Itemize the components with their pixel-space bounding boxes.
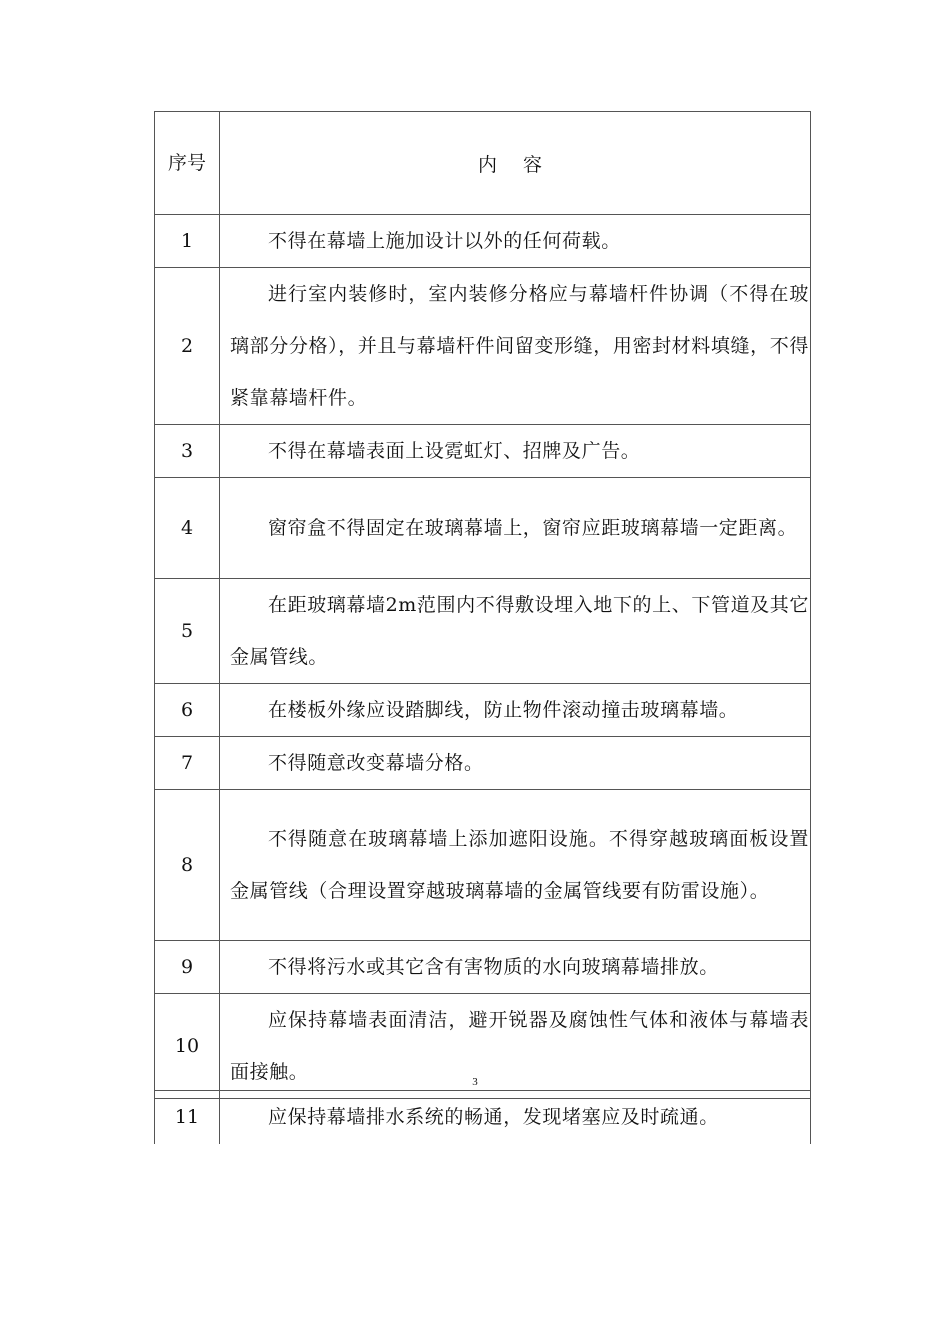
header-number-label: 序号 xyxy=(167,152,206,174)
row-number: 2 xyxy=(155,268,220,425)
header-content-cell xyxy=(220,112,811,215)
rules-table xyxy=(154,111,811,1099)
row-text: 应保持幕墙排水系统的畅通，发现堵塞应及时疏通。 xyxy=(268,1106,719,1129)
row-content xyxy=(220,1091,811,1144)
row-number: 10 xyxy=(155,994,220,1099)
row-content xyxy=(220,684,811,737)
row-content xyxy=(220,737,811,790)
row-text: 不得在幕墙表面上设霓虹灯、招牌及广告。 xyxy=(268,440,641,462)
row-content xyxy=(220,268,811,425)
header-content-label: 内 容 xyxy=(477,153,553,176)
row-content xyxy=(220,790,811,941)
row-text: 窗帘盒不得固定在玻璃幕墙上，窗帘应距玻璃幕墙一定距离。 xyxy=(268,517,798,539)
row-number: 1 xyxy=(155,215,220,268)
row-content xyxy=(220,425,811,478)
row-number: 7 xyxy=(155,737,220,790)
table-row xyxy=(155,478,811,579)
row-text: 不得随意改变幕墙分格。 xyxy=(268,752,484,774)
row-content xyxy=(220,579,811,684)
row-content xyxy=(220,941,811,994)
rules-table-continued xyxy=(154,1090,811,1144)
table-row xyxy=(155,737,811,790)
row-text: 在楼板外缘应设踏脚线，防止物件滚动撞击玻璃幕墙。 xyxy=(268,699,739,721)
row-number: 8 xyxy=(155,790,220,941)
row-content xyxy=(220,478,811,579)
row-number: 4 xyxy=(155,478,220,579)
row-text: 在距玻璃幕墙2m范围内不得敷设埋入地下的上、下管道及其它金属管线。 xyxy=(230,594,809,668)
row-content xyxy=(220,215,811,268)
row-text: 不得在幕墙上施加设计以外的任何荷载。 xyxy=(268,230,621,252)
table-row xyxy=(155,790,811,941)
page-number: 3 xyxy=(472,1076,478,1088)
table-row xyxy=(155,215,811,268)
row-text: 不得将污水或其它含有害物质的水向玻璃幕墙排放。 xyxy=(268,956,719,978)
row-number: 9 xyxy=(155,941,220,994)
row-number: 5 xyxy=(155,579,220,684)
table-row xyxy=(155,684,811,737)
row-text: 进行室内装修时，室内装修分格应与幕墙杆件协调（不得在玻璃部分分格），并且与幕墙杆件间留变形缝，用密封材料填缝，不得紧靠幕墙杆件。 xyxy=(230,283,809,409)
row-text: 不得随意在玻璃幕墙上添加遮阳设施。不得穿越玻璃面板设置金属管线（合理设置穿越玻璃幕墙的金属管线要有防雷设施）。 xyxy=(230,828,809,902)
row-number: 3 xyxy=(155,425,220,478)
row-number: 11 xyxy=(155,1091,220,1144)
table-row xyxy=(155,268,811,425)
table-row xyxy=(155,1091,811,1144)
table-row xyxy=(155,941,811,994)
row-text: 应保持幕墙表面清洁，避开锐器及腐蚀性气体和液体与幕墙表面接触。 xyxy=(230,1009,809,1083)
table-row xyxy=(155,579,811,684)
header-number-cell xyxy=(155,112,220,215)
table-header-row xyxy=(155,112,811,215)
table-row xyxy=(155,425,811,478)
row-number: 6 xyxy=(155,684,220,737)
